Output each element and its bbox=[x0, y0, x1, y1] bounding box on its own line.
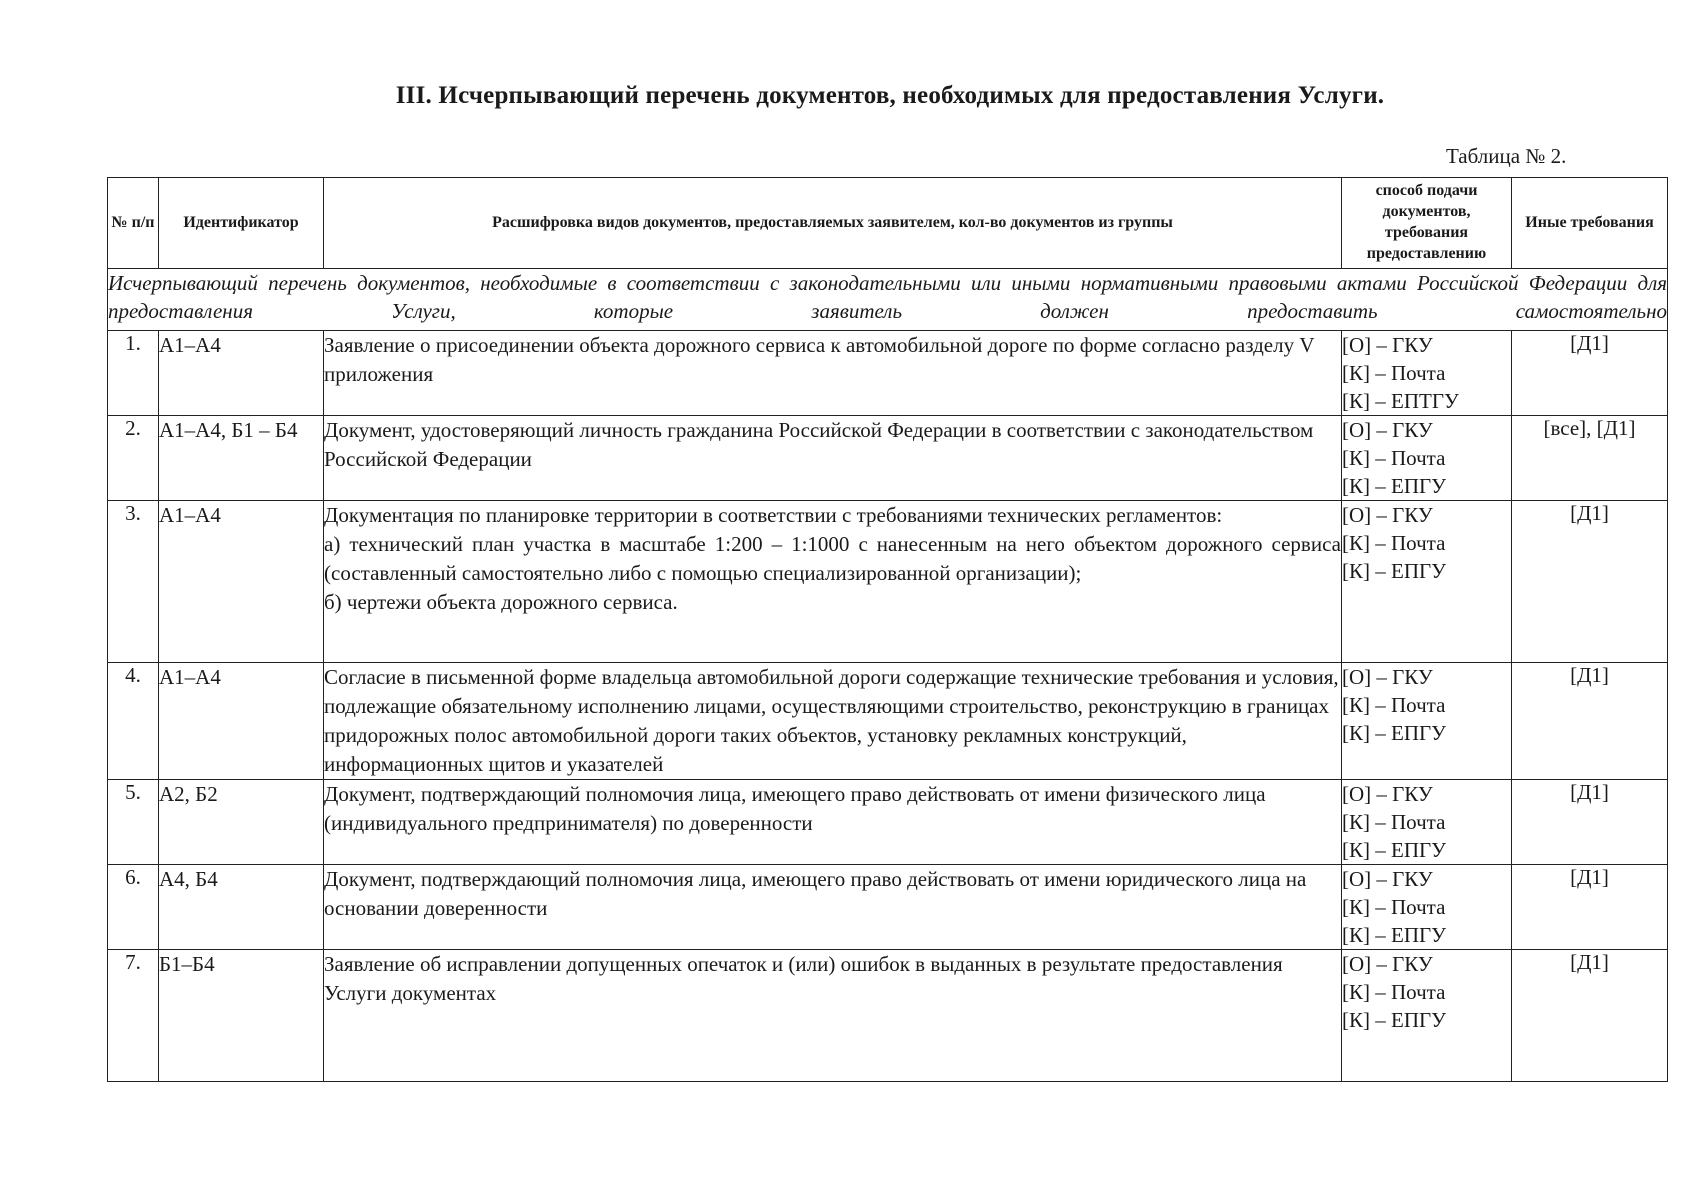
row-description bbox=[324, 501, 1342, 663]
row-identifier: А1–А4, Б1 – Б4 bbox=[159, 416, 324, 501]
documents-table bbox=[107, 177, 1668, 1082]
description-paragraph: Заявление о присоединении объекта дорожного сервиса к автомобильной дороге по форме согласно разделу V приложения bbox=[324, 333, 1315, 386]
row-number: 7. bbox=[108, 950, 159, 1082]
submission-method: [К] – ЕПТГУ bbox=[1342, 389, 1459, 413]
row-identifier: А1–А4 bbox=[159, 331, 324, 416]
row-submission-methods bbox=[1342, 780, 1512, 865]
row-identifier: А4, Б4 bbox=[159, 865, 324, 950]
header-other-requirements: Иные требования bbox=[1512, 178, 1668, 269]
row-number: 2. bbox=[108, 416, 159, 501]
row-identifier: А1–А4 bbox=[159, 501, 324, 663]
submission-method: [К] – ЕПГУ bbox=[1342, 559, 1446, 583]
submission-method: [О] – ГКУ bbox=[1342, 782, 1433, 806]
description-paragraph: Документация по планировке территории в соответствии с требованиями технических регламентов: bbox=[324, 503, 1223, 527]
row-number: 6. bbox=[108, 865, 159, 950]
submission-method: [К] – Почта bbox=[1342, 980, 1446, 1004]
submission-method: [К] – Почта bbox=[1342, 810, 1446, 834]
table-number: Таблица № 2. bbox=[1446, 144, 1567, 168]
row-submission-methods bbox=[1342, 331, 1512, 416]
row-description bbox=[324, 865, 1342, 950]
submission-method: [К] – ЕПГУ bbox=[1342, 721, 1446, 745]
row-other-requirements: [Д1] bbox=[1512, 865, 1668, 950]
submission-method: [К] – Почта bbox=[1342, 531, 1446, 555]
header-method: способ подачи документов, требования предоставлению bbox=[1342, 178, 1512, 269]
row-other-requirements: [Д1] bbox=[1512, 663, 1668, 780]
table-row bbox=[108, 331, 1668, 416]
submission-method: [О] – ГКУ bbox=[1342, 952, 1433, 976]
submission-method: [О] – ГКУ bbox=[1342, 665, 1433, 689]
header-identifier: Идентификатор bbox=[159, 178, 324, 269]
submission-method: [К] – ЕПГУ bbox=[1342, 474, 1446, 498]
row-submission-methods bbox=[1342, 501, 1512, 663]
submission-method: [К] – Почта bbox=[1342, 361, 1446, 385]
row-description bbox=[324, 950, 1342, 1082]
submission-method: [О] – ГКУ bbox=[1342, 333, 1433, 357]
table-row bbox=[108, 663, 1668, 780]
table-row bbox=[108, 950, 1668, 1082]
row-description bbox=[324, 331, 1342, 416]
table-header-row bbox=[108, 178, 1668, 269]
row-number: 3. bbox=[108, 501, 159, 663]
row-other-requirements: [Д1] bbox=[1512, 950, 1668, 1082]
description-paragraph: Заявление об исправлении допущенных опечаток и (или) ошибок в выданных в результате предоставления Услуги документах bbox=[324, 952, 1283, 1005]
submission-method: [О] – ГКУ bbox=[1342, 418, 1433, 442]
submission-method: [К] – ЕПГУ bbox=[1342, 923, 1446, 947]
submission-method: [К] – Почта bbox=[1342, 693, 1446, 717]
row-other-requirements: [Д1] bbox=[1512, 331, 1668, 416]
header-num: № п/п bbox=[108, 178, 159, 269]
description-paragraph: Документ, удостоверяющий личность гражданина Российской Федерации в соответствии с законодательством Российской Федерации bbox=[324, 418, 1314, 471]
row-other-requirements: [Д1] bbox=[1512, 780, 1668, 865]
row-submission-methods bbox=[1342, 865, 1512, 950]
table-row bbox=[108, 865, 1668, 950]
submission-method: [О] – ГКУ bbox=[1342, 503, 1433, 527]
table-row bbox=[108, 780, 1668, 865]
submission-method: [К] – Почта bbox=[1342, 446, 1446, 470]
row-identifier: А1–А4 bbox=[159, 663, 324, 780]
table-row bbox=[108, 416, 1668, 501]
row-identifier: Б1–Б4 bbox=[159, 950, 324, 1082]
row-other-requirements: [все], [Д1] bbox=[1512, 416, 1668, 501]
description-paragraph: Согласие в письменной форме владельца автомобильной дороги содержащие технические требования и условия, подлежащие обязательному исполнению лицами, осуществляющими строительство, реконструкцию в границах придорожных полос автомобильной дороги таких объектов, установку рекламных конструкций, информационных щитов и указателей bbox=[324, 665, 1339, 776]
row-description bbox=[324, 416, 1342, 501]
submission-method: [О] – ГКУ bbox=[1342, 867, 1433, 891]
submission-method: [К] – ЕПГУ bbox=[1342, 1008, 1446, 1032]
row-other-requirements: [Д1] bbox=[1512, 501, 1668, 663]
row-submission-methods bbox=[1342, 663, 1512, 780]
row-submission-methods bbox=[1342, 416, 1512, 501]
row-identifier: А2, Б2 bbox=[159, 780, 324, 865]
section-heading: Исчерпывающий перечень документов, необходимые в соответствии с законодательными или иными нормативными правовыми актами Российской Федерации для предоставления Услуги, которые заявитель должен предоставить самостоятельно bbox=[108, 269, 1668, 331]
row-submission-methods bbox=[1342, 950, 1512, 1082]
description-paragraph: б) чертежи объекта дорожного сервиса. bbox=[324, 590, 678, 614]
row-number: 5. bbox=[108, 780, 159, 865]
description-paragraph: а) технический план участка в масштабе 1:200 – 1:1000 с нанесенным на него объектом дорожного сервиса (составленный самостоятельно либо с помощью специализированной организации); bbox=[324, 532, 1341, 585]
section-heading-row bbox=[108, 269, 1668, 331]
row-number: 1. bbox=[108, 331, 159, 416]
header-description: Расшифровка видов документов, предоставляемых заявителем, кол-во документов из группы bbox=[324, 178, 1342, 269]
row-number: 4. bbox=[108, 663, 159, 780]
description-paragraph: Документ, подтверждающий полномочия лица, имеющего право действовать от имени физического лица (индивидуального предпринимателя) по доверенности bbox=[324, 782, 1266, 835]
submission-method: [К] – ЕПГУ bbox=[1342, 838, 1446, 862]
row-description bbox=[324, 663, 1342, 780]
table-row bbox=[108, 501, 1668, 663]
document-title: III. Исчерпывающий перечень документов, необходимых для предоставления Услуги. bbox=[395, 82, 1385, 109]
row-description bbox=[324, 780, 1342, 865]
description-paragraph: Документ, подтверждающий полномочия лица, имеющего право действовать от имени юридического лица на основании доверенности bbox=[324, 867, 1307, 920]
submission-method: [К] – Почта bbox=[1342, 895, 1446, 919]
